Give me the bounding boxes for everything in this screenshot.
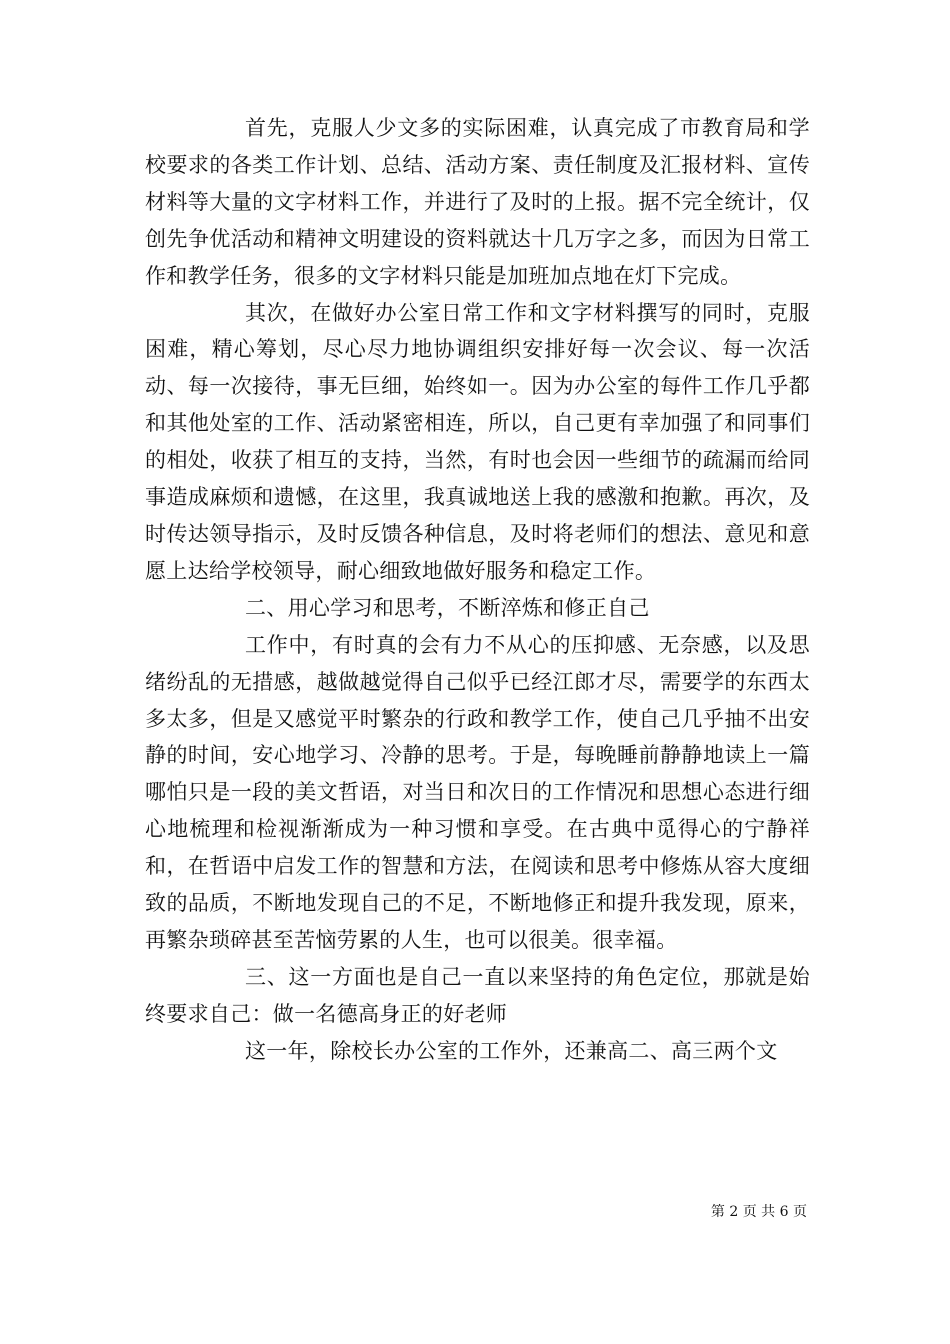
section-heading-2: 二、用心学习和思考，不断淬炼和修正自己 (245, 595, 650, 620)
paragraph-study: 工作中，有时真的会有力不从心的压抑感、无奈感，以及思绪纷乱的无措感，越做越觉得自己似乎已经江郎才尽，需要学的东西太多太多，但是又感觉平时繁杂的行政和教学工作，使自己几乎抽不出安静的时间，安心地学习、冷静的思考。于是，每晚睡前静静地读上一篇哪怕只是一段的美文哲语，对当日和次日的工作情况和思想心态进行细心地梳理和检视渐渐成为一种习惯和享受。在古典中觅得心的宁静祥和，在哲语中启发工作的智慧和方法，在阅读和思考中修炼从容大度细致的品质，不断地发现自己的不足，不断地修正和提升我发现，原来，再繁杂琐碎甚至苦恼劳累的人生，也可以很美。很幸福。 (145, 632, 810, 952)
paragraph-this-year: 这一年，除校长办公室的工作外，还兼高二、高三两个文 (245, 1038, 778, 1063)
paragraph-second: 其次，在做好办公室日常工作和文字材料撰写的同时，克服困难，精心筹划，尽心尽力地协调组织安排好每一次会议、每一次活动、每一次接待，事无巨细，始终如一。因为办公室的每件工作几乎都和其他处室的工作、活动紧密相连，所以，自己更有幸加强了和同事们的相处，收获了相互的支持，当然，有时也会因一些细节的疏漏而给同事造成麻烦和遗憾，在这里，我真诚地送上我的感激和抱歉。再次，及时传达领导指示，及时反馈各种信息，及时将老师们的想法、意见和意愿上达给学校领导，耐心细致地做好服务和稳定工作。 (145, 300, 810, 583)
document-body (145, 110, 810, 1070)
paragraph-first: 首先，克服人少文多的实际困难，认真完成了市教育局和学校要求的各类工作计划、总结、活动方案、责任制度及汇报材料、宣传材料等大量的文字材料工作，并进行了及时的上报。据不完全统计，仅创先争优活动和精神文明建设的资料就达十几万字之多，而因为日常工作和教学任务，很多的文字材料只能是加班加点地在灯下完成。 (145, 116, 810, 288)
page-number-footer: 第 2 页 共 6 页 (710, 1204, 807, 1220)
section-heading-3: 三、这一方面也是自己一直以来坚持的角色定位，那就是始终要求自己：做一名德高身正的好老师 (145, 964, 810, 1026)
